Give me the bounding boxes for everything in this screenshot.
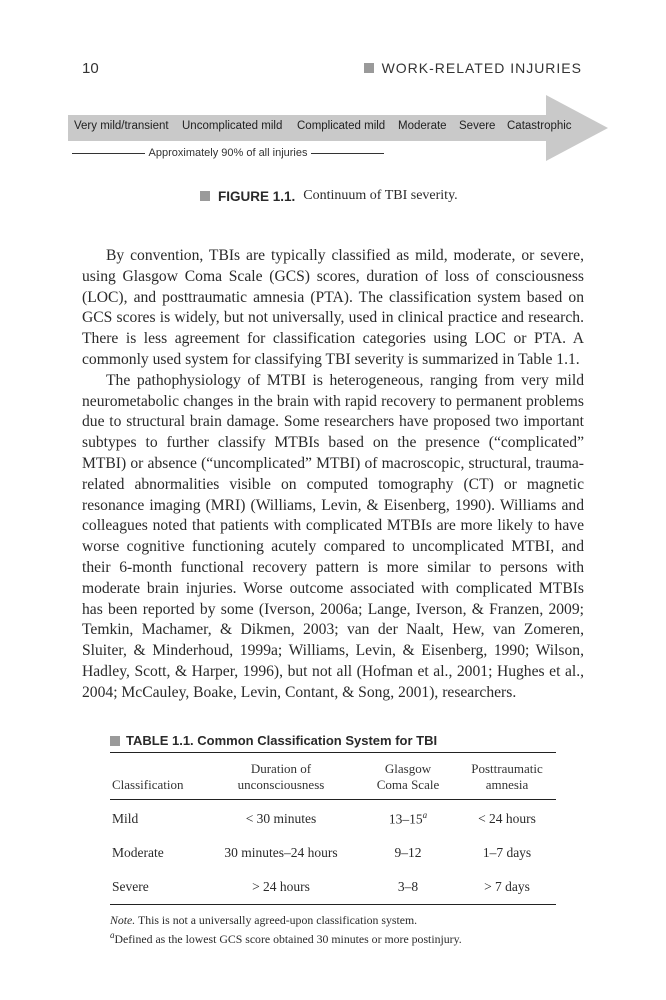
cell-pta: < 24 hours: [478, 811, 536, 826]
figure-number: FIGURE 1.1.: [218, 188, 296, 204]
cell-loc: > 24 hours: [204, 870, 358, 905]
cell-classification: Moderate: [112, 845, 164, 860]
header-duration-unconsciousness: Duration of unconsciousness: [204, 753, 358, 800]
paragraph: The pathophysiology of MTBI is heterogeneous, ranging from very mild neurometabolic changes in the brain with rapid recovery to permanent problems due to structural brain damage. Some researchers have proposed two important subtypes to further classify MTBIs based on the presence (“complicated” MTBI) or absence (“uncomplicated” MTBI) of macroscopic, structural, trauma-related abnormalities visible on computed tomography (CT) or magnetic resonance imaging (MRI) (Williams, Levin, & Eisenberg, 1990). Williams and colleagues noted that patients with complicated MTBIs are more likely to have worse cognitive functioning acutely compared to uncomplicated MTBI, and their 6-month functional recovery pattern is more similar to persons with moderate brain injuries. Worse outcome associated with complicated MTBIs has been reported by some (Iverson, 2006a; Lange, Iverson, & Franzen, 2009; Temkin, Machamer, & Dikmen, 2003; van der Naalt, Hew, van Zomeren, Sluiter, & Minderhoud, 1999a; Williams, Levin, & Eisenberg, 1990; Wilson, Hadley, Scott, & Harper, 1996), but not all (Hofman et al., 2001; Hughes et al., 2004; McCauley, Boake, Levin, Contant, & Song, 2001), researchers.: [82, 371, 584, 701]
cell-pta: 1–7 days: [482, 845, 532, 860]
continuum-label: Very mild/transient: [74, 120, 169, 132]
cell-gcs: 9–12: [394, 845, 422, 860]
cell-loc: < 30 minutes: [245, 811, 317, 826]
header-classification: Classification: [110, 753, 204, 800]
table-note: Note. This is not a universally agreed-upon classification system.: [110, 913, 418, 927]
cell-classification: Severe: [110, 870, 204, 905]
page-number: 10: [82, 60, 99, 77]
cell-gcs: 13–15$^a$: [388, 810, 428, 827]
header-gcs: Glasgow Coma Scale: [358, 753, 458, 800]
continuum-arrow: [68, 95, 608, 175]
square-bullet-icon: [364, 63, 374, 73]
paragraph: By convention, TBIs are typically classified as mild, moderate, or severe, using Glasgow Coma Scale (GCS) scores, duration of loss of consciousness (LOC), and posttraumatic amnesia (PTA). The classification system based on GCS scores is widely, but not universally, used in clinical practice and research. There is less agreement for classification categories using LOC or PTA. A commonly used system for classifying TBI severity is summarized in Table 1.1.: [82, 247, 584, 368]
cell-gcs: 3–8: [358, 870, 458, 905]
continuum-label: Catastrophic: [507, 120, 572, 132]
table-row: [110, 870, 556, 905]
running-head-text: WORK-RELATED INJURIES: [381, 60, 582, 76]
cell-loc: 30 minutes–24 hours: [224, 845, 338, 860]
running-head: [364, 60, 582, 76]
bracket-line-right: [311, 153, 384, 154]
bracket-line-left: [72, 153, 145, 154]
continuum-label: Uncomplicated mild: [182, 120, 283, 132]
table-row: [110, 836, 556, 870]
approx-90-bracket: [72, 147, 384, 159]
table-header-row: [110, 753, 556, 800]
table-footnote: $^a$Defined as the lowest GCS score obtained 30 minutes or more postinjury.: [110, 930, 462, 946]
continuum-label: Severe: [459, 120, 496, 132]
figure-caption: [200, 188, 458, 204]
continuum-label: Complicated mild: [297, 120, 386, 132]
body-text: [82, 246, 584, 704]
classification-table: [110, 753, 556, 905]
table-notes: [110, 913, 556, 947]
square-bullet-icon: [110, 736, 120, 746]
bracket-text: Approximately 90% of all injuries: [148, 147, 308, 159]
header-pta: Posttraumatic amnesia: [458, 753, 556, 800]
table-title: [110, 733, 556, 753]
square-bullet-icon: [200, 191, 210, 201]
figure-caption-text: Continuum of TBI severity.: [303, 188, 458, 203]
cell-pta: > 7 days: [458, 870, 556, 905]
table-title-text: TABLE 1.1. Common Classification System for TBI: [126, 733, 438, 748]
cell-classification: Mild: [112, 811, 139, 826]
footnote-marker: a: [422, 810, 428, 821]
table-row: [110, 800, 556, 837]
continuum-label: Moderate: [398, 120, 447, 132]
table-1-1: [110, 733, 556, 947]
figure-continuum: [68, 95, 608, 175]
